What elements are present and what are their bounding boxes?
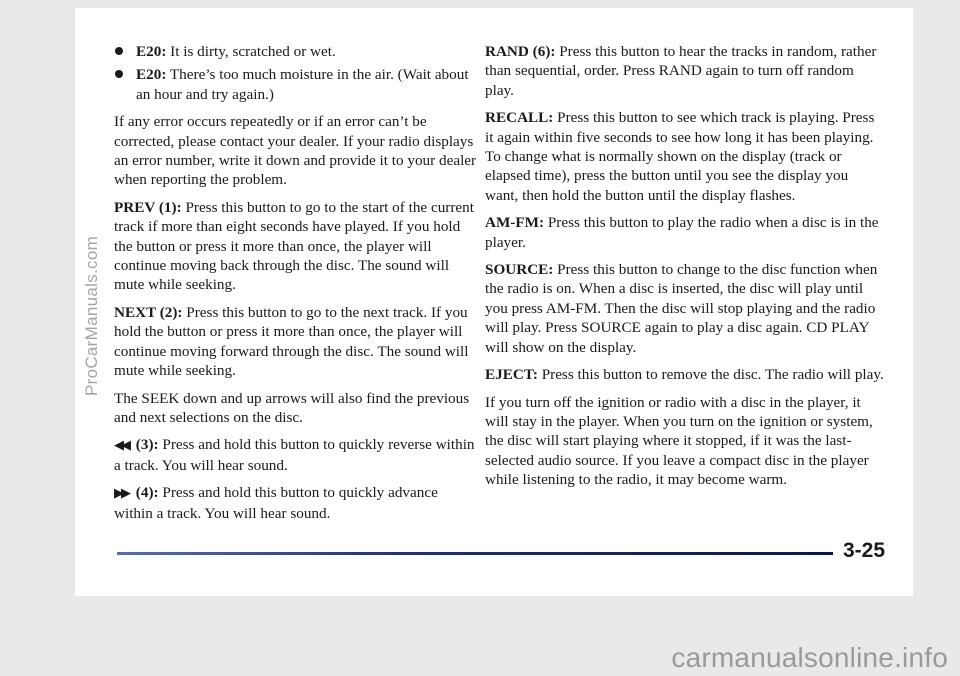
footer-rule [117, 552, 833, 555]
prev-text: Press this button to go to the start of the current track if more than eight seconds have played. If you hold the button or press it more than once, the player will continue moving back through the disc. The sound will mute while seeking. [114, 198, 474, 294]
ignition-paragraph: If you turn off the ignition or radio with a disc in the player, it will stay in the player. When you turn on the ignition or system, the disc will start playing where it stopped, if it was the last-selected audio source. If you leave a compact disc in the player while listening to the radio, it may become warm. [485, 393, 873, 489]
manual-page [75, 8, 913, 596]
rand-label: RAND (6): [485, 43, 556, 60]
error-paragraph: If any error occurs repeatedly or if an error can’t be corrected, please contact your dealer. If your radio displays an error number, write it down and provide it to your dealer when reporting the problem. [114, 113, 477, 189]
side-watermark: ProCarManuals.com [82, 235, 101, 396]
advance-label: (4): [135, 484, 159, 502]
bullet-dot-icon [115, 70, 123, 78]
source-label: SOURCE: [485, 261, 554, 279]
rand-text: Press this button to hear the tracks in random, rather than sequential, order. Press RAND again to turn off random play. [485, 43, 877, 99]
source-text: Press this button to change to the disc function when the radio is on. When a disc is inserted, the disc will play until you press AM-FM. Then the disc will stop playing and the radio will play. Press SOURCE again to play a disc again. CD PLAY will show on the display. [485, 261, 878, 356]
recall-paragraph [485, 108, 885, 205]
amfm-text: Press this button to play the radio when a disc is in the player. [485, 214, 879, 251]
reverse-paragraph [114, 435, 478, 475]
bullet-label: E20: [136, 66, 167, 84]
rewind-icon: ◀◀ [114, 438, 128, 454]
eject-paragraph [485, 365, 885, 384]
rand-paragraph [485, 42, 885, 100]
eject-text: Press this button to remove the disc. The radio will play. [541, 366, 884, 384]
bullet-text: There’s too much moisture in the air. (Wait about an hour and try again.) [136, 66, 469, 103]
prev-label: PREV (1): [114, 198, 182, 216]
bullet-dot-icon [115, 47, 123, 55]
eject-label: EJECT: [485, 366, 538, 384]
next-paragraph [114, 303, 478, 381]
left-column [114, 42, 478, 531]
source-paragraph [485, 260, 885, 357]
bullet-item [114, 42, 478, 61]
next-label: NEXT (2): [114, 303, 183, 321]
amfm-paragraph [485, 213, 885, 252]
amfm-label: AM-FM: [485, 214, 545, 232]
prev-paragraph [114, 198, 478, 295]
bullet-item [114, 65, 478, 104]
page-number: 3-25 [843, 539, 886, 562]
bullet-label: E20: [136, 43, 167, 60]
recall-text: Press this button to see which track is playing. Press it again within five seconds to see how long it has been playing. To change what is normally shown on the display (track or elapsed time), press the button until you see the display you want, then hold the button until the display flashes. [485, 109, 875, 204]
right-column [485, 42, 885, 498]
reverse-label: (3): [135, 436, 159, 454]
bullet-text: It is dirty, scratched or wet. [170, 43, 336, 60]
recall-label: RECALL: [485, 109, 554, 127]
advance-paragraph [114, 483, 478, 523]
bottom-watermark: carmanualsonline.info [671, 642, 948, 673]
fast-forward-icon: ▶▶ [114, 486, 128, 502]
reverse-text: Press and hold this button to quickly reverse within a track. You will hear sound. [114, 436, 475, 474]
advance-text: Press and hold this button to quickly advance within a track. You will hear sound. [114, 484, 438, 522]
seek-paragraph: The SEEK down and up arrows will also find the previous and next selections on the disc. [114, 389, 470, 426]
next-text: Press this button to go to the next track. If you hold the button or press it more than once, the player will continue moving forward through the disc. The sound will mute while seeking. [114, 303, 469, 380]
